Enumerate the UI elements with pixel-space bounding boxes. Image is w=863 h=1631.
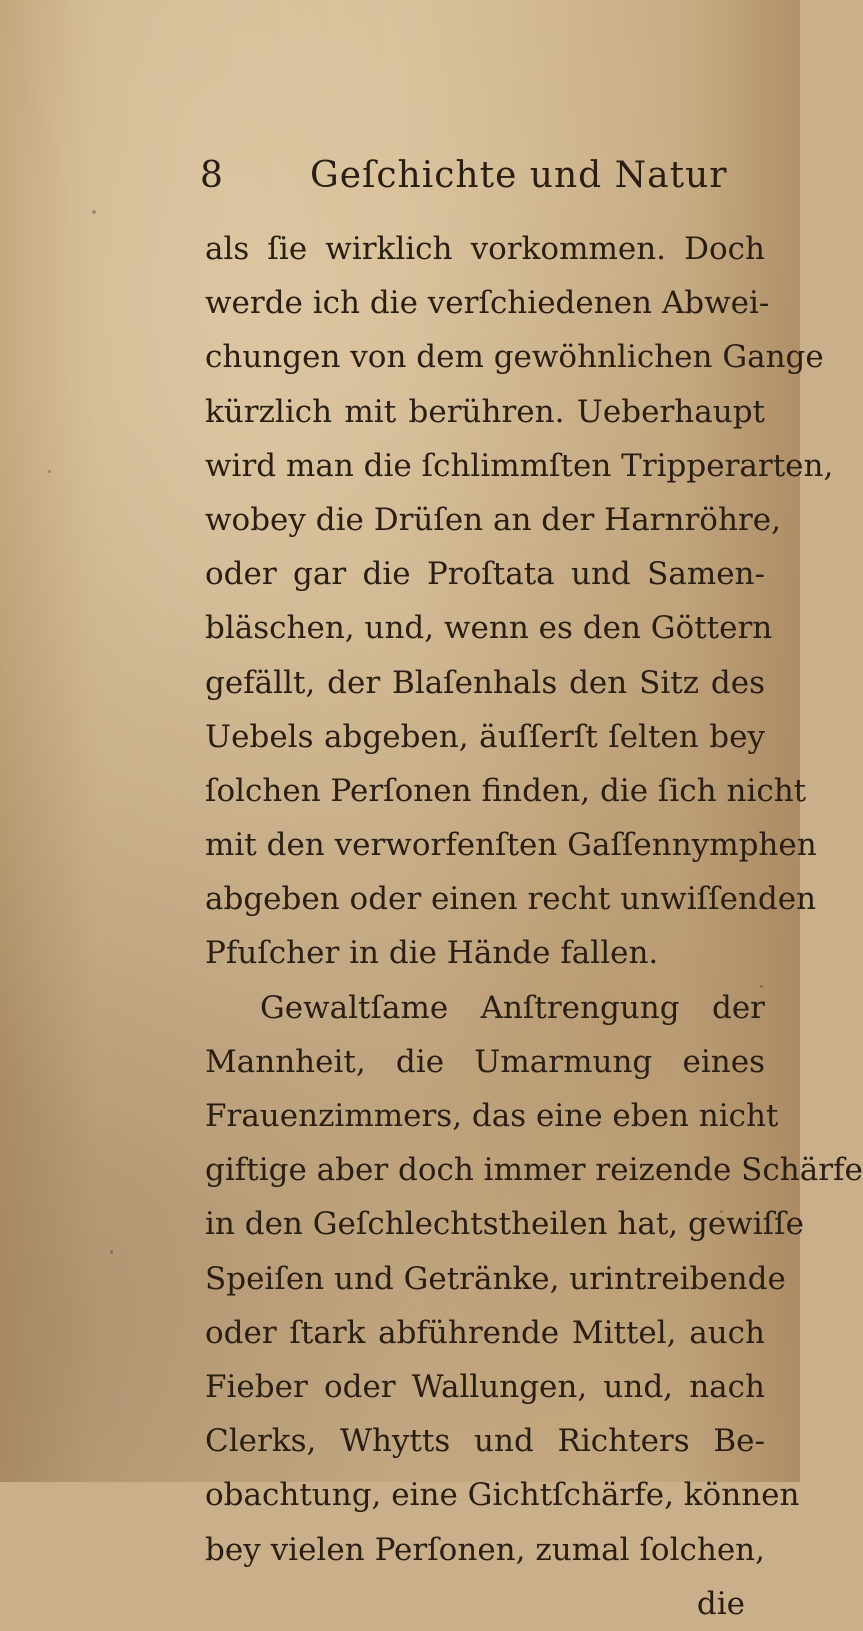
catchword: die <box>696 1585 745 1622</box>
text-line: ſolchen Perſonen finden, die ſich nicht <box>205 772 807 809</box>
text-line: giftige aber doch immer reizende Schärfe <box>205 1152 863 1189</box>
text-line: Pfuſcher in die Hände fallen. <box>205 935 659 972</box>
text-line: Uebels abgeben, äuſſerſt ſelten bey <box>205 718 765 755</box>
text-line: oder gar die Proſtata und Samen- <box>205 556 765 593</box>
text-line: wobey die Drüſen an der Harnröhre, <box>205 501 781 538</box>
text-line: gefällt, der Blaſenhals den Sitz des <box>205 664 765 701</box>
text-line: oder ſtark abführende Mittel, auch <box>205 1314 765 1351</box>
text-line-indented: Gewaltſame Anſtrengung der <box>260 989 765 1026</box>
text-line: in den Geſchlechtstheilen hat, gewiſſe <box>205 1206 804 1243</box>
paper-speck <box>92 210 96 214</box>
text-line: abgeben oder einen recht unwiſſenden <box>205 881 817 918</box>
paper-speck <box>110 1250 113 1254</box>
page-header <box>200 155 760 205</box>
text-line: wird man die ſchlimmſten Tripperarten, <box>205 447 834 484</box>
text-line: Fieber oder Wallungen, und, nach <box>205 1368 765 1405</box>
page-number: 8 <box>200 155 224 196</box>
text-line: Speiſen und Getränke, urintreibende <box>205 1260 786 1297</box>
text-line: obachtung, eine Gichtſchärfe, können <box>205 1477 800 1514</box>
text-line: mit den verworfenſten Gaſſennymphen <box>205 827 817 864</box>
text-line: Frauenzimmers, das eine eben nicht <box>205 1098 779 1134</box>
text-line: kürzlich mit berühren. Ueberhaupt <box>205 393 765 430</box>
text-line: bläschen, und, wenn es den Göttern <box>205 610 773 647</box>
text-line: Mannheit, die Umarmung eines <box>205 1043 765 1080</box>
text-line: chungen von dem gewöhnlichen Gange <box>205 339 824 376</box>
text-line: als ſie wirklich vorkommen. Doch <box>205 231 765 267</box>
running-title: Geſchichte und Natur <box>310 155 728 196</box>
body-text <box>205 222 863 1631</box>
paper-speck <box>48 470 51 473</box>
text-line: Clerks, Whytts und Richters Be- <box>205 1423 765 1460</box>
text-line: werde ich die verſchiedenen Abwei- <box>205 285 770 322</box>
text-line: bey vielen Perſonen, zumal ſolchen, <box>205 1531 765 1568</box>
